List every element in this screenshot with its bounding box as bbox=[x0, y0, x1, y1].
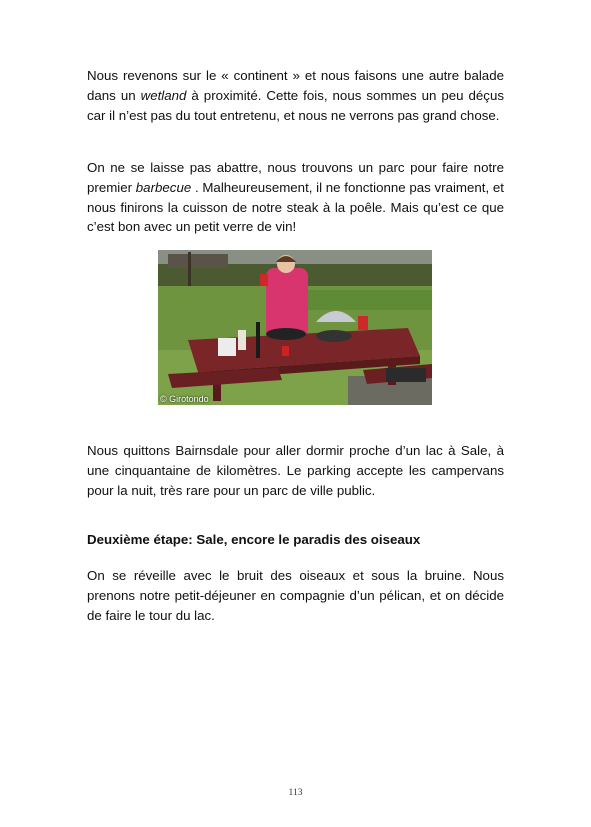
section-heading: Deuxième étape: Sale, encore le paradis des oiseaux bbox=[87, 532, 421, 547]
page-number: 113 bbox=[288, 788, 303, 798]
paragraph-text: On ne se laisse pas abattre, nous trouvons un parc pour faire notre premier bbox=[87, 160, 504, 195]
photo-credit: © Girotondo bbox=[160, 394, 209, 404]
picnic-photo bbox=[158, 250, 432, 405]
paragraph-text: Nous revenons sur le « continent » et nous faisons une autre balade dans un bbox=[87, 68, 504, 103]
picnic-scene-illustration bbox=[158, 250, 432, 405]
paragraph-wetland bbox=[87, 66, 504, 125]
paragraph-sale: On se réveille avec le bruit des oiseaux et sous la bruine. Nous prenons notre petit-déjeuner en compagnie d’un pélican, et on décide de faire le tour du lac. bbox=[87, 568, 504, 623]
paragraph-text: . Malheureusement, il ne fonctionne pas vraiment, et nous finirons la cuisson de notre steak à la poêle. Mais qu’est ce que c’est bon avec un petit verre de vin! bbox=[87, 179, 504, 235]
paragraph-barbecue bbox=[87, 158, 504, 237]
italic-term: wetland bbox=[140, 87, 187, 103]
paragraph-bairnsdale: Nous quittons Bairnsdale pour aller dormir proche d’un lac à Sale, à une cinquantaine de kilomètres. Le parking accepte les campervans pour la nuit, très rare pour un parc de ville public. bbox=[87, 443, 504, 498]
italic-term: barbecue bbox=[135, 179, 192, 195]
paragraph-text: à proximité. Cette fois, nous sommes un peu déçus car il n’est pas du tout entretenu, et nous ne verrons pas grand chose. bbox=[87, 87, 504, 123]
